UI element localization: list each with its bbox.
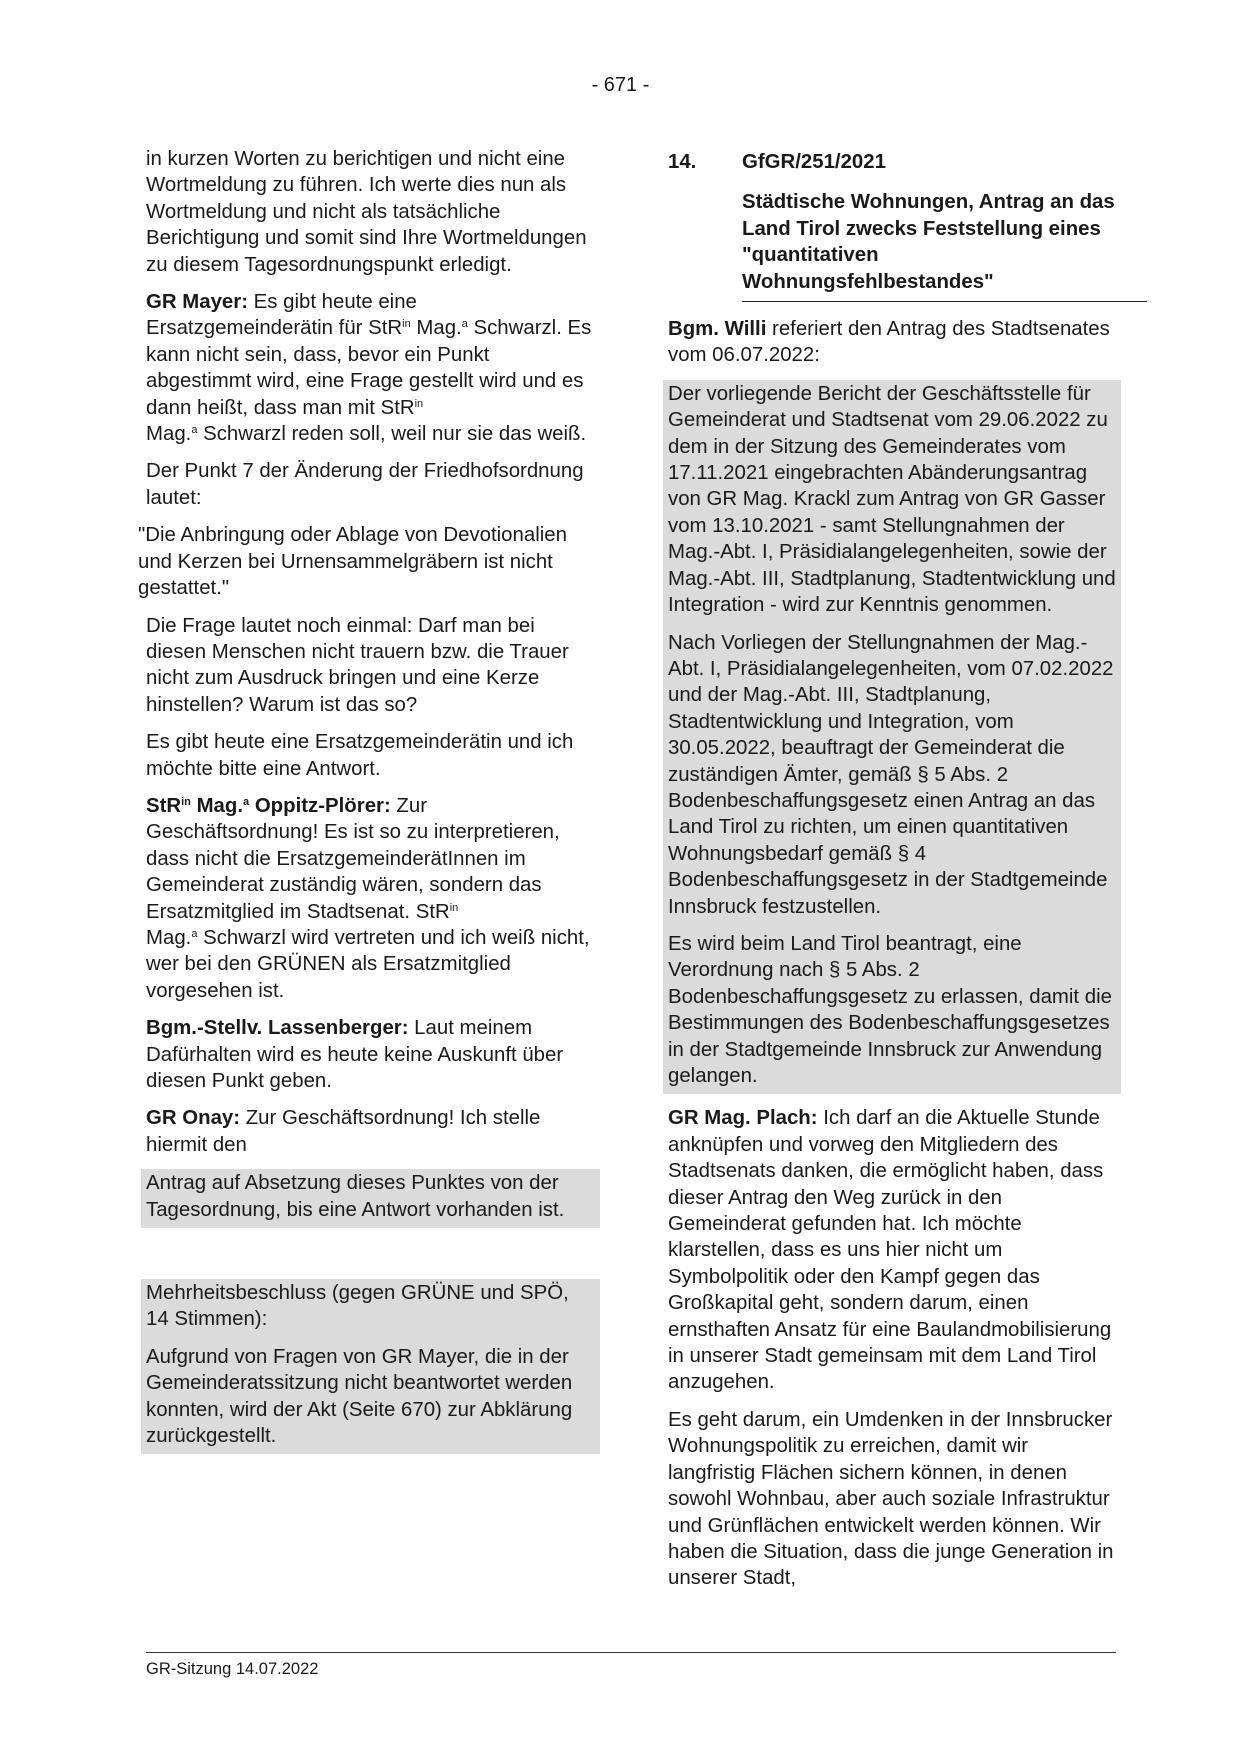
right-column (668, 146, 1115, 1603)
speaker-part: Oppitz-Plörer: (249, 794, 391, 817)
speech-text: Laut meinem Dafürhalten wird es heute keine Auskunft über diesen Punkt geben. (146, 1017, 564, 1092)
speech-text: Mag. (410, 317, 462, 340)
speaker-name: Bgm. Willi (668, 318, 767, 341)
left-column (138, 146, 594, 1454)
speech-text: Zur Geschäftsordnung! Ich stelle hiermit den (146, 1107, 541, 1156)
speaker-name (146, 795, 391, 817)
motion-paragraph: Der vorliegende Bericht der Geschäftsstelle für Gemeinderat und Stadtsenat vom 29.06.2022 zu dem in der Sitzung des Gemeinderates vom 17.11.2021 eingebrachten Abänderungsantrag von GR Mag. Krackl zum Antrag von GR Gasser vom 13.10.2021 - samt Stellungnahmen der Mag.-Abt. I, Präsidialangelegenheiten, sowie der Mag.-Abt. III, Stadtplanung, Stadtentwicklung und Integration - wird zur Kenntnis genommen. (668, 382, 1116, 617)
agenda-item-code: GfGR/251/2021 (742, 151, 886, 173)
agenda-item-number: 14. (668, 151, 697, 173)
speech-text: Es gibt heute eine Ersatzgemeinderätin für StR (146, 291, 417, 340)
superscript: in (402, 318, 411, 331)
page-number: - 671 - (591, 74, 650, 96)
speech-gr-plach (668, 1105, 1115, 1395)
motion-box: Antrag auf Absetzung dieses Punktes von der Tagesordnung, bis eine Antwort vorhanden ist. (141, 1169, 600, 1228)
speech-text: Mag. (146, 423, 192, 446)
quote-paragraph: "Die Anbringung oder Ablage von Devotionalien und Kerzen bei Urnensammelgräbern ist nicht gestattet." (138, 524, 567, 600)
footer-text: GR-Sitzung 14.07.2022 (146, 1660, 319, 1678)
speech-oppitz-ploerer (146, 793, 594, 1004)
speech-text: Schwarzl wird vertreten und ich weiß nicht, wer bei den GRÜNEN als Ersatzmitglied vorgesehen ist. (146, 926, 590, 1002)
superscript: in (449, 901, 459, 914)
agenda-item-heading (668, 149, 1115, 175)
paragraph: Es gibt heute eine Ersatzgemeinderätin und ich möchte bitte eine Antwort. (146, 731, 574, 780)
paragraph: Es geht darum, ein Umdenken in der Innsbrucker Wohnungspolitik zu erreichen, damit wir langfristig Flächen sichern können, in denen sowohl Wohnbau, aber auch soziale Infrastruktur und Grünflächen entwickelt werden können. Wir haben die Situation, dass die junge Generation in unserer Stadt, (668, 1408, 1114, 1590)
speech-text: Zur Geschäftsordnung! Es ist so zu interpretieren, dass nicht die ErsatzgemeinderätInnen im Gemeinderat zuständig wären, sondern das Ersatzmitglied im Stadtsenat. StR (146, 794, 560, 923)
speaker-name: GR Onay: (146, 1107, 241, 1130)
speech-text: Mag. (146, 926, 192, 949)
speech-text: Ich darf an die Aktuelle Stunde anknüpfen und vorweg den Mitgliedern des Stadtsenats danken, die ermöglicht haben, dass dieser Antrag den Weg zurück in den Gemeinderat gefunden hat. Ich möchte klarstellen, dass es uns hier nicht um Symbolpolitik oder den Kampf gegen das Großkapital geht, sondern darum, einen ernsthaften Ansatz für eine Baulandmobilisierung in unserer Stadt gemeinsam mit dem Land Tirol anzugehen. (668, 1107, 1112, 1394)
speech-gr-mayer (146, 289, 594, 447)
speaker-name: GR Mayer: (146, 291, 248, 314)
speech-text: Schwarzl reden soll, weil nur sie das weiß. (197, 423, 587, 446)
motion-box (663, 380, 1121, 1095)
superscript: a (191, 927, 198, 940)
paragraph: in kurzen Worten zu berichtigen und nicht eine Wortmeldung zu führen. Ich werte dies nun als Wortmeldung und nicht als tatsächliche Berichtigung und somit sind Ihre Wortmeldungen zu diesem Tagesordnungspunkt erledigt. (146, 148, 587, 276)
decision-box (141, 1279, 600, 1454)
footer-divider (146, 1652, 1116, 1653)
speech-text: referiert den Antrag des Stadtsenates vom 06.07.2022: (668, 318, 1110, 367)
speaker-name: GR Mag. Plach: (668, 1107, 818, 1130)
decision-result: Mehrheitsbeschluss (gegen GRÜNE und SPÖ, 14 Stimmen): (146, 1282, 569, 1331)
speaker-name: Bgm.-Stellv. Lassenberger: (146, 1017, 409, 1040)
agenda-item-title: Städtische Wohnungen, Antrag an das Land Tirol zwecks Feststellung eines "quantitativen Wohnungsfehlbestandes" (742, 189, 1147, 302)
superscript: a (461, 318, 468, 331)
superscript: in (414, 397, 424, 410)
decision-text: Aufgrund von Fragen von GR Mayer, die in der Gemeinderatssitzung nicht beantwortet werden konnten, wird der Akt (Seite 670) zur Abklärung zurückgestellt. (146, 1345, 573, 1448)
speaker-part: Mag. (190, 794, 244, 817)
speaker-part: StR (146, 794, 182, 817)
speech-text: Schwarzl. Es kann nicht sein, dass, bevor ein Punkt abgestimmt wird, eine Frage gestellt wird und es dann heißt, dass man mit StR (146, 317, 592, 419)
speech-lassenberger (146, 1015, 594, 1094)
superscript: a (191, 424, 198, 437)
paragraph: Der Punkt 7 der Änderung der Friedhofsordnung lautet: (146, 460, 584, 509)
speech-bgm-willi (668, 316, 1115, 369)
paragraph: Die Frage lautet noch einmal: Darf man bei diesen Menschen nicht trauern bzw. die Trauer nicht zum Ausdruck bringen und eine Kerze hinstellen? Warum ist das so? (146, 614, 569, 716)
superscript: in (181, 795, 191, 808)
speech-gr-onay (146, 1105, 594, 1158)
motion-paragraph: Es wird beim Land Tirol beantragt, eine Verordnung nach § 5 Abs. 2 Bodenbeschaffungsgesetz zu erlassen, damit die Bestimmungen des Bodenbeschaffungsgesetzes in der Stadtgemeinde Innsbruck zur Anwendung gelangen. (668, 932, 1112, 1087)
superscript: a (243, 795, 250, 808)
motion-paragraph: Nach Vorliegen der Stellungnahmen der Mag.-Abt. I, Präsidialangelegenheiten, vom 07.02.2022 und der Mag.-Abt. III, Stadtplanung, Stadtentwicklung und Integration, vom 30.05.2022, beauftragt der Gemeinderat die zuständigen Ämter, gemäß § 5 Abs. 2 Bodenbeschaffungsgesetz einen Antrag an das Land Tirol zu richten, um einen quantitativen Wohnungsbedarf gemäß § 4 Bodenbeschaffungsgesetz in der Stadtgemeinde Innsbruck festzustellen. (668, 631, 1114, 918)
